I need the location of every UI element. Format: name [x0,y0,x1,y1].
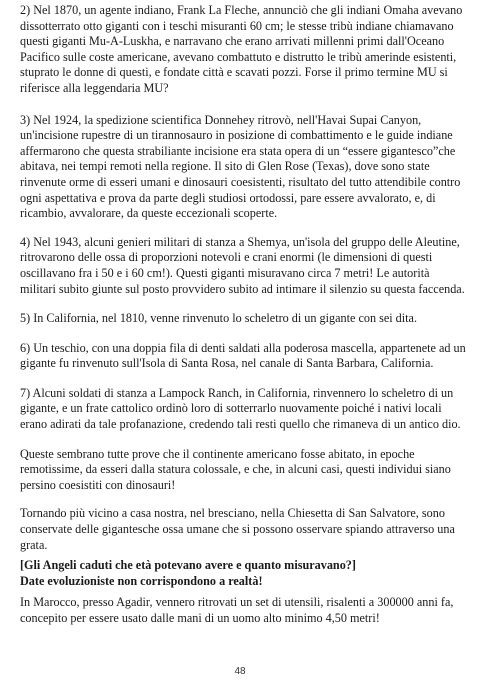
paragraph-lampock-ranch: 7) Alcuni soldati di stanza a Lampock Ranch, in California, rinvennero lo scheletro di un gigante, e un frate cattolico ordinò loro di sotterrarlo nuovamente poiché i nativi locali erano adirati da tale profanazione, credendo tali resti quello che rimaneva di un antico dio. [20,385,461,432]
document-page [20,3,466,627]
paragraph-brescia: Tornando più vicino a casa nostra, nel bresciano, nella Chiesetta di San Salvatore, sono conservate delle gigantesche ossa umane che si possono osservare spiando attraverso una grata. [20,506,455,552]
section-heading [20,558,466,589]
paragraph-1870-omaha: 2) Nel 1870, un agente indiano, Frank La Fleche, annunciò che gli indiani Omaha avevano dissotterrato otto giganti con i teschi misuranti 60 cm; le stesse tribù indiane chiamavano questi giganti Mu-A-Luskha, e narravano che erano arrivati millenni primi dall'Oceano Pacifico sulle coste americane, avevano combattuto e distrutto le tribù amerinde esistenti, stuprato le donne di questi, e fondate città e scavati pozzi. Forse il primo termine MU si riferisce alla leggendaria MU? [20,3,463,95]
paragraph-1924-donnehey: 3) Nel 1924, la spedizione scientifica Donnehey ritrovò, nell'Havai Supai Canyon, un'incisione rupestre di un tirannosauro in posizione di combattimento e le guide indiane affermarono che questa strabiliante incisione era stata opera di un “essere gigantesco”che abitava, nei tempi remoti nella regione. Il sito di Glen Rose (Texas), dove sono state rinvenute orme di esseri umani e dinosauri coesistenti, risultato del tutto attendibile contro ogni aspettativa e prova da parte degli studiosi ortodossi, pare essere avvalorato, e, di ricambio, avvalorare, da queste eccezionali scoperte. [20,112,461,221]
paragraph-conclusion: Queste sembrano tutte prove che il continente americano fosse abitato, in epoche remotissime, da esseri dalla statura colossale, e che, in alcuni casi, questi individui siano persino coesistiti con dinosauri! [20,446,451,492]
paragraph-1943-shemya: 4) Nel 1943, alcuni genieri militari di stanza a Shemya, un'isola del gruppo delle Aleutine, ritrovarono delle ossa di proporzioni notevoli e crani enormi (le dimensioni di questi oscillavano fra i 50 e i 60 cm!). Questi giganti misuravano circa 7 metri! Le autorità militari subito giunte sul posto provvidero subito ad intimare il silenzio su questa faccenda. [20,234,465,296]
page-number: 48 [234,666,246,677]
paragraph-agadir: In Marocco, presso Agadir, vennero ritrovati un set di utensili, risalenti a 300000 anni fa, concepito per essere usato dalle mani di un uomo alto minimo 4,50 metri! [20,595,454,625]
paragraph-1810-california: 5) In California, nel 1810, venne rinvenuto lo scheletro di un gigante con sei dita. [20,311,418,326]
paragraph-santa-rosa: 6) Un teschio, con una doppia fila di denti saldati alla poderosa mascella, appartenete ad un gigante fu rinvenuto sull'Isola di Santa Rosa, nel canale di Santa Barbara, California. [20,340,466,371]
section-heading-line-2: Date evoluzioniste non corrispondono a realtà! [20,573,263,588]
section-heading-line-1: [Gli Angeli caduti che età potevano avere e quanto misuravano?] [20,558,356,573]
